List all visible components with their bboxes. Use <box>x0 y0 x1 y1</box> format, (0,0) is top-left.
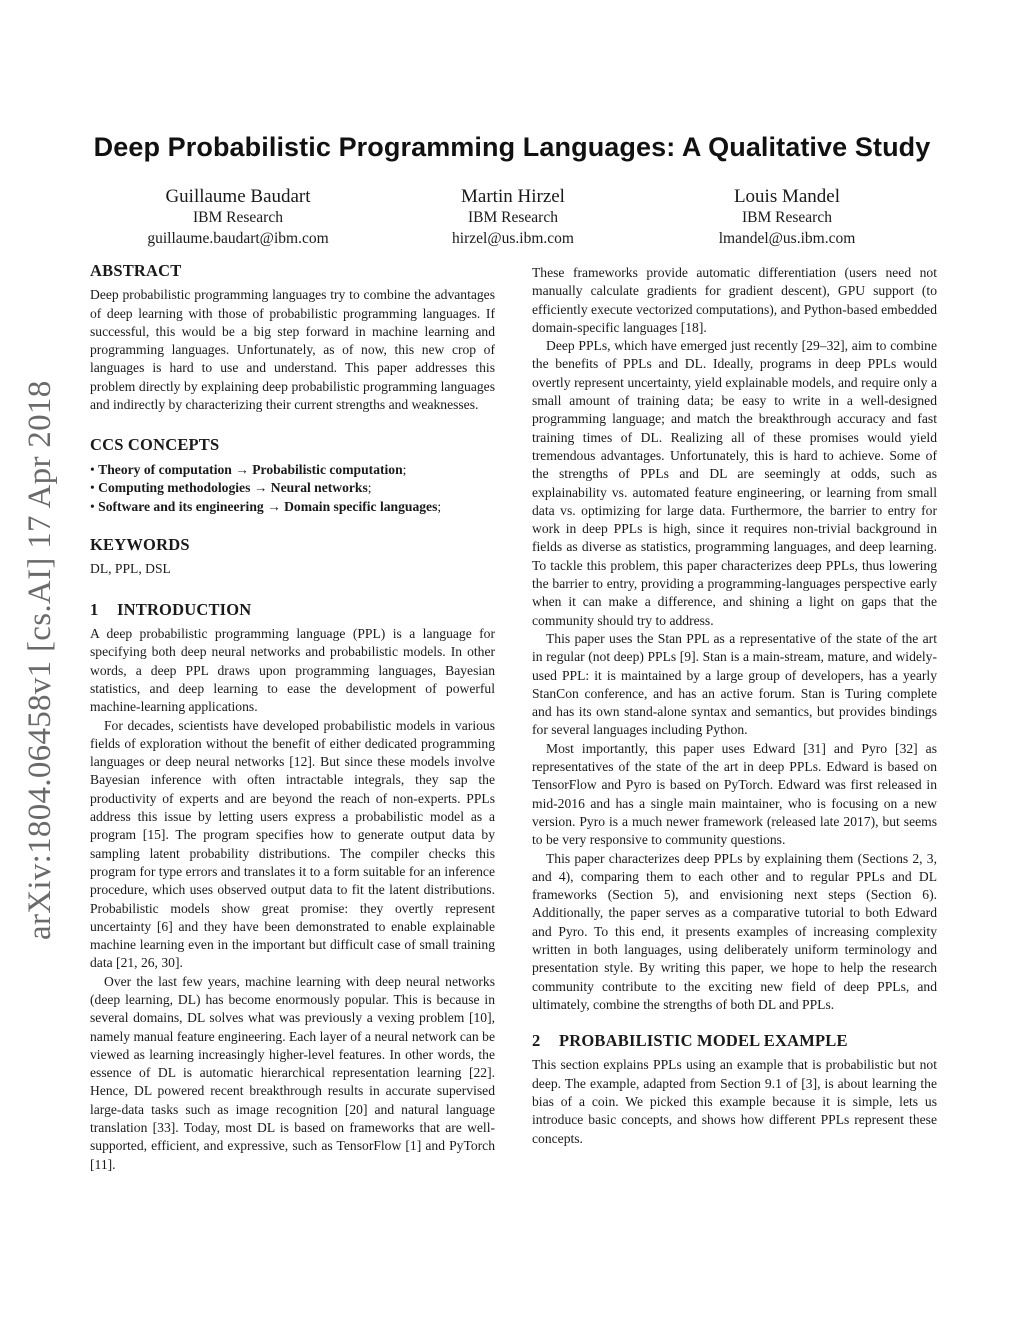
body-paragraph: Most importantly, this paper uses Edward [31] and Pyro [32] as representatives of the state of the art in deep PPLs. Edward is based on TensorFlow and Pyro is based on PyTorch. Edward was first released in mid-2016 and has a single main maintainer, who is focusing on a new version. Pyro is a much newer framework (released late 2017), but seems to be very responsive to community questions. <box>532 740 937 848</box>
author-3 <box>647 186 927 249</box>
ccs-item-end: ; <box>402 461 407 477</box>
section-title: INTRODUCTION <box>117 599 252 619</box>
ccs-bullet: • <box>90 480 99 496</box>
intro-paragraph: A deep probabilistic programming language (PPL) is a language for specifying both deep neural networks and probabilistic models. In other words, a deep PPL draws upon programming languages, Bayesian statistics, and deep learning to ease the development of powerful machine-learning applications. <box>90 626 495 715</box>
ccs-item-text: Theory of computation → Probabilistic computation <box>98 461 403 477</box>
intro-paragraph: Over the last few years, machine learning with deep neural networks (deep learning, DL) has become enormously popular. This is because in several domains, DL solves what was previously a vexing problem [10], namely manual feature engineering. Each layer of a neural network can be viewed as learning increasingly higher-level features. In other words, the essence of DL is automatic hierarchical representation learning [22]. Hence, DL powered recent breakthrough results in accurate supervised large-data tasks such as image recognition [20] and natural language translation [33]. Today, most DL is based on frameworks that are well-supported, efficient, and expressive, such as TensorFlow [1] and PyTorch [11]. <box>90 973 495 1172</box>
keywords-text: DL, PPL, DSL <box>90 561 171 577</box>
ccs-item <box>90 479 495 498</box>
intro-heading <box>90 601 495 619</box>
ccs-list <box>90 461 495 517</box>
author-name: Guillaume Baudart <box>165 186 311 207</box>
author-2 <box>373 186 653 249</box>
author-1 <box>98 186 378 249</box>
author-name: Martin Hirzel <box>461 186 565 207</box>
section-number: 2 <box>532 1031 541 1051</box>
author-affiliation: IBM Research <box>193 209 283 226</box>
paper-title: Deep Probabilistic Programming Languages: A Qualitative Study <box>93 132 931 162</box>
intro-paragraph: For decades, scientists have developed probabilistic models in various fields of exploration without the benefit of either dedicated programming languages or deep neural networks [12]. But since these models involve Bayesian inference with often intractable integrals, they sap the productivity of experts and are beyond the reach of non-experts. PPLs address this issue by letting users express a probabilistic model as a program [15]. The program specifies how to generate output data by sampling latent probability distributions. The compiler checks this program for type errors and translates it to a form suitable for an inference procedure, which uses observed output data to fit the latent distributions. Probabilistic models show great promise: they overtly represent uncertainty [6] and they have been demonstrated to enable explainable machine learning even in the important but difficult case of small training data [21, 26, 30]. <box>90 717 495 971</box>
author-affiliation: IBM Research <box>468 209 558 226</box>
keywords-heading: KEYWORDS <box>90 535 190 555</box>
ccs-bullet: • <box>90 461 99 477</box>
ccs-heading: CCS CONCEPTS <box>90 435 220 455</box>
section-number: 1 <box>90 599 99 619</box>
ccs-item-end: ; <box>437 498 442 514</box>
ccs-item-end: ; <box>367 480 372 496</box>
author-email[interactable]: lmandel@us.ibm.com <box>718 230 856 247</box>
arxiv-identifier[interactable]: arXiv:1804.06458v1 [cs.AI] 17 Apr 2018 <box>22 380 58 940</box>
section-title: PROBABILISTIC MODEL EXAMPLE <box>559 1031 848 1051</box>
right-column <box>532 264 937 1148</box>
ccs-item-text: Software and its engineering → Domain specific languages <box>98 498 438 514</box>
left-column <box>90 262 495 1174</box>
section2-paragraph: This section explains PPLs using an example that is probabilistic but not deep. The example, adapted from Section 9.1 of [3], is about learning the bias of a coin. We picked this example because it is simple, lets us introduce basic concepts, and shows how different PPLs represent these concepts. <box>532 1057 937 1146</box>
body-paragraph: This paper uses the Stan PPL as a representative of the state of the art in regular (not deep) PPLs [9]. Stan is a main-stream, mature, and widely-used PPL: it is maintained by a large group of developers, has a yearly StanCon conference, and has an active forum. Stan is Turing complete and has its own stand-alone syntax and semantics, but provides bindings for several languages including Python. <box>532 630 937 738</box>
abstract-text: Deep probabilistic programming languages try to combine the advantages of deep learning with those of probabilistic programming languages. If successful, this would be a big step forward in machine learning and programming languages. Unfortunately, as of now, this new crop of languages is hard to use and understand. This paper addresses this problem directly by explaining deep probabilistic programming languages and indirectly by characterizing their current strengths and weaknesses. <box>90 287 495 413</box>
body-paragraph: These frameworks provide automatic differentiation (users need not manually calculate gradients for gradient descent), GPU support (to efficiently execute vectorized computations), and Python-based embedded domain-specific languages [18]. <box>532 265 937 335</box>
author-name: Louis Mandel <box>733 186 841 207</box>
ccs-bullet: • <box>90 498 99 514</box>
author-affiliation: IBM Research <box>742 209 832 226</box>
body-paragraph: Deep PPLs, which have emerged just recently [29–32], aim to combine the benefits of PPLs and DL. Ideally, programs in deep PPLs would overtly represent uncertainty, yield explainable models, and require only a small amount of training data; be easy to write in a well-designed programming language; and match the breakthrough accuracy and fast training times of DL. Realizing all of these promises would yield tremendous advantages. Unfortunately, this is hard to achieve. Some of the strengths of PPLs and DL are seemingly at odds, such as explainability vs. automated feature engineering, or learning from small data vs. optimizing for large data. Furthermore, the barrier to entry for work in deep PPLs is high, since it requires non-trivial background in fields as diverse as statistics, programming languages, and deep learning. To tackle this problem, this paper characterizes deep PPLs, thus lowering the barrier to entry, providing a programming-languages perspective early when it can make a difference, and shining a light on gaps that the community should try to address. <box>532 338 937 628</box>
author-email[interactable]: hirzel@us.ibm.com <box>452 230 574 247</box>
abstract-heading: ABSTRACT <box>90 261 182 280</box>
body-paragraph: This paper characterizes deep PPLs by explaining them (Sections 2, 3, and 4), comparing them to each other and to regular PPLs and DL frameworks (Section 5), and envisioning next steps (Section 6). Additionally, the paper serves as a comparative tutorial to both Edward and Pyro. To this end, it presents examples of increasing complexity written in both languages, using deliberately uniform terminology and presentation style. By writing this paper, we hope to help the research community contribute to the exciting new field of deep PPLs, and ultimately, combine the strengths of both DL and PPLs. <box>532 850 937 1012</box>
ccs-item-text: Computing methodologies → Neural networks <box>98 480 368 496</box>
author-email[interactable]: guillaume.baudart@ibm.com <box>147 230 329 247</box>
ccs-item <box>90 461 495 480</box>
section2-heading <box>532 1032 937 1050</box>
ccs-item <box>90 498 495 517</box>
